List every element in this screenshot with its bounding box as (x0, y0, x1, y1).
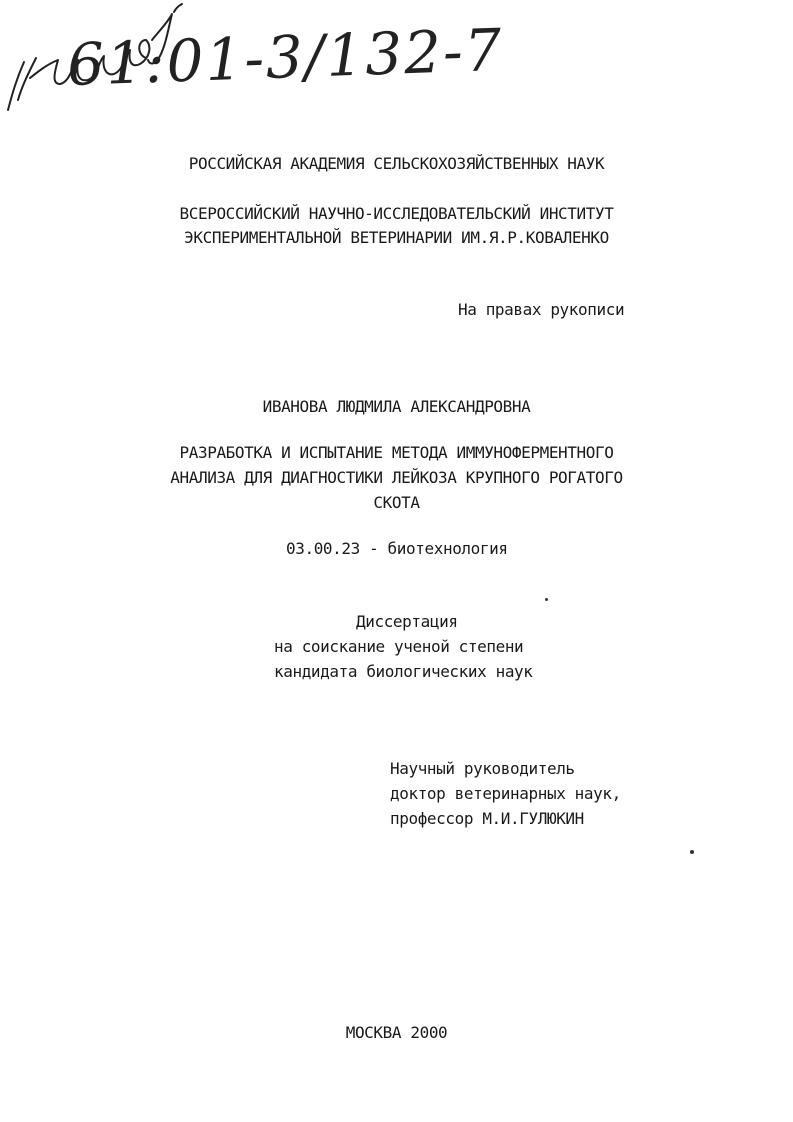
paper-speck (690, 850, 694, 854)
degree-line-2: на соискание ученой степени (274, 637, 524, 656)
specialty-code: 03.00.23 - биотехнология (286, 539, 508, 558)
supervisor-line-1: Научный руководитель (390, 759, 575, 778)
academy-name: РОССИЙСКАЯ АКАДЕМИЯ СЕЛЬСКОХОЗЯЙСТВЕННЫХ НАУК (188, 154, 605, 173)
paper-speck (545, 598, 548, 601)
supervisor-line-2: доктор ветеринарных наук, (390, 784, 621, 803)
thesis-title-line-1: РАЗРАБОТКА И ИСПЫТАНИЕ МЕТОДА ИММУНОФЕРМЕНТНОГО (179, 443, 614, 462)
city-and-year: МОСКВА 2000 (345, 1023, 448, 1042)
handwritten-archive-number: 61:01-3/132-7 (66, 15, 505, 99)
institute-name-line-2: ЭКСПЕРИМЕНТАЛЬНОЙ ВЕТЕРИНАРИИ ИМ.Я.Р.КОВАЛЕНКО (184, 228, 609, 247)
institute-name-line-1: ВСЕРОССИЙСКИЙ НАУЧНО-ИССЛЕДОВАТЕЛЬСКИЙ ИНСТИТУТ (179, 204, 614, 223)
author-name: ИВАНОВА ЛЮДМИЛА АЛЕКСАНДРОВНА (262, 397, 531, 416)
degree-line-3: кандидата биологических наук (274, 662, 533, 681)
degree-line-1: Диссертация (356, 612, 458, 631)
thesis-title-line-2: АНАЛИЗА ДЛЯ ДИАГНОСТИКИ ЛЕЙКОЗА КРУПНОГО РОГАТОГО (170, 468, 623, 487)
supervisor-line-3: профессор М.И.ГУЛЮКИН (390, 809, 584, 828)
thesis-title-line-3: СКОТА (373, 493, 420, 512)
manuscript-rights-note: На правах рукописи (458, 300, 625, 319)
